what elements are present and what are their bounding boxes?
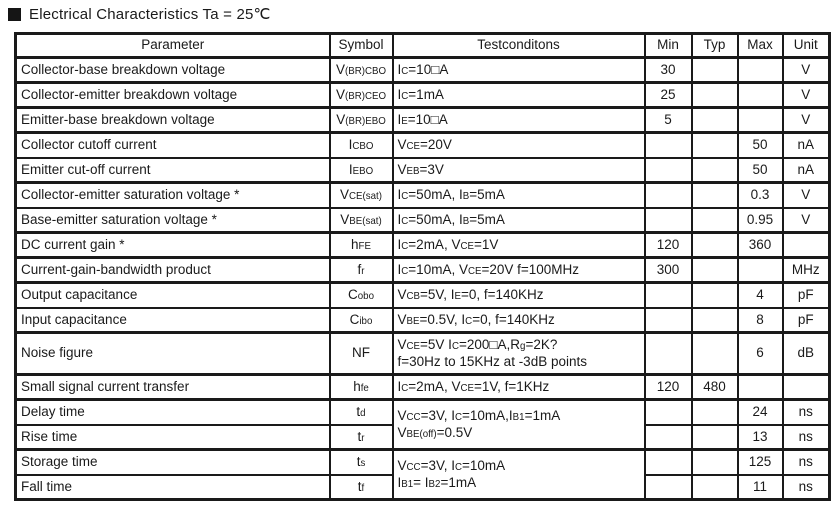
cond-cell-merged: VCC=3V, IC=10mA IB1= IB2=1mA (393, 450, 645, 500)
unit-cell: V (783, 208, 830, 233)
cond-cell: IC=2mA, VCE=1V (393, 233, 645, 258)
unit-cell: ns (783, 450, 830, 475)
unit-cell: ns (783, 400, 830, 425)
unit-cell: V (783, 83, 830, 108)
table-row (16, 58, 830, 83)
table-row (16, 450, 830, 475)
table-row (16, 208, 830, 233)
param-cell: Emitter cut-off current (16, 158, 330, 183)
table-row (16, 375, 830, 400)
typ-cell (692, 58, 738, 83)
min-cell: 30 (645, 58, 692, 83)
min-cell (645, 158, 692, 183)
table-row (16, 233, 830, 258)
min-cell: 5 (645, 108, 692, 133)
max-cell: 360 (738, 233, 783, 258)
param-cell: Collector-base breakdown voltage (16, 58, 330, 83)
symbol-cell: Cobo (330, 283, 393, 308)
min-cell: 120 (645, 375, 692, 400)
symbol-cell: td (330, 400, 393, 425)
cond-cell: IC=2mA, VCE=1V, f=1KHz (393, 375, 645, 400)
cond-cell: IC=10mA, VCE=20V f=100MHz (393, 258, 645, 283)
unit-cell: V (783, 108, 830, 133)
symbol-cell: VCE(sat) (330, 183, 393, 208)
cond-cell-merged: VCC=3V, IC=10mA,IB1=1mA VBE(off)=0.5V (393, 400, 645, 450)
min-cell (645, 425, 692, 450)
param-cell: Output capacitance (16, 283, 330, 308)
symbol-cell: V(BR)CEO (330, 83, 393, 108)
unit-cell: nA (783, 158, 830, 183)
param-cell: Noise figure (16, 333, 330, 375)
max-cell: 0.3 (738, 183, 783, 208)
min-cell (645, 283, 692, 308)
typ-cell: 480 (692, 375, 738, 400)
param-cell: Collector cutoff current (16, 133, 330, 158)
section-marker-icon (8, 8, 21, 21)
table-row (16, 400, 830, 425)
table-header-row (16, 34, 830, 58)
param-cell: Small signal current transfer (16, 375, 330, 400)
param-cell: Collector-emitter breakdown voltage (16, 83, 330, 108)
table-row (16, 308, 830, 333)
min-cell (645, 183, 692, 208)
param-cell: Base-emitter saturation voltage * (16, 208, 330, 233)
param-cell: Delay time (16, 400, 330, 425)
param-cell: Current-gain-bandwidth product (16, 258, 330, 283)
table-row (16, 183, 830, 208)
table-row (16, 333, 830, 375)
unit-cell (783, 375, 830, 400)
header-unit: Unit (783, 34, 830, 58)
unit-cell: nA (783, 133, 830, 158)
symbol-cell: V(BR)EBO (330, 108, 393, 133)
cond-cell: VCE=20V (393, 133, 645, 158)
cond-cell: IC=50mA, IB=5mA (393, 183, 645, 208)
cond-cell: VBE=0.5V, IC=0, f=140KHz (393, 308, 645, 333)
cond-cell: IC=50mA, IB=5mA (393, 208, 645, 233)
min-cell: 300 (645, 258, 692, 283)
max-cell: 4 (738, 283, 783, 308)
electrical-characteristics-table (14, 32, 831, 501)
max-cell (738, 258, 783, 283)
max-cell (738, 58, 783, 83)
table-row (16, 83, 830, 108)
symbol-cell: hfe (330, 375, 393, 400)
param-cell: Rise time (16, 425, 330, 450)
param-cell: Input capacitance (16, 308, 330, 333)
symbol-cell: NF (330, 333, 393, 375)
typ-cell (692, 83, 738, 108)
typ-cell (692, 283, 738, 308)
cond-cell: IE=10□A (393, 108, 645, 133)
typ-cell (692, 333, 738, 375)
cond-cell: VEB=3V (393, 158, 645, 183)
symbol-cell: V(BR)CBO (330, 58, 393, 83)
unit-cell (783, 233, 830, 258)
max-cell: 8 (738, 308, 783, 333)
symbol-cell: Cibo (330, 308, 393, 333)
table-row (16, 158, 830, 183)
min-cell (645, 208, 692, 233)
max-cell (738, 375, 783, 400)
typ-cell (692, 425, 738, 450)
max-cell: 0.95 (738, 208, 783, 233)
section-title-text: Electrical Characteristics Ta = 25℃ (29, 6, 271, 23)
max-cell: 125 (738, 450, 783, 475)
header-typ: Typ (692, 34, 738, 58)
cond-cell: IC=1mA (393, 83, 645, 108)
min-cell (645, 333, 692, 375)
typ-cell (692, 183, 738, 208)
symbol-cell: tr (330, 425, 393, 450)
max-cell (738, 83, 783, 108)
typ-cell (692, 258, 738, 283)
header-max: Max (738, 34, 783, 58)
header-min: Min (645, 34, 692, 58)
min-cell (645, 308, 692, 333)
typ-cell (692, 400, 738, 425)
max-cell (738, 108, 783, 133)
typ-cell (692, 308, 738, 333)
unit-cell: ns (783, 425, 830, 450)
min-cell (645, 475, 692, 500)
cond-cell: VCB=5V, IE=0, f=140KHz (393, 283, 645, 308)
symbol-cell: fr (330, 258, 393, 283)
table-row (16, 258, 830, 283)
symbol-cell: IEBO (330, 158, 393, 183)
param-cell: Emitter-base breakdown voltage (16, 108, 330, 133)
min-cell (645, 450, 692, 475)
max-cell: 24 (738, 400, 783, 425)
max-cell: 6 (738, 333, 783, 375)
param-cell: Collector-emitter saturation voltage * (16, 183, 330, 208)
header-parameter: Parameter (16, 34, 330, 58)
header-test-conditions: Testconditons (393, 34, 645, 58)
unit-cell: ns (783, 475, 830, 500)
table-row (16, 283, 830, 308)
typ-cell (692, 108, 738, 133)
param-cell: Storage time (16, 450, 330, 475)
max-cell: 11 (738, 475, 783, 500)
symbol-cell: tf (330, 475, 393, 500)
symbol-cell: ts (330, 450, 393, 475)
typ-cell (692, 133, 738, 158)
min-cell: 25 (645, 83, 692, 108)
max-cell: 13 (738, 425, 783, 450)
cond-cell: IC=10□A (393, 58, 645, 83)
unit-cell: V (783, 183, 830, 208)
unit-cell: pF (783, 283, 830, 308)
symbol-cell: ICBO (330, 133, 393, 158)
typ-cell (692, 475, 738, 500)
typ-cell (692, 450, 738, 475)
unit-cell: MHz (783, 258, 830, 283)
max-cell: 50 (738, 158, 783, 183)
header-symbol: Symbol (330, 34, 393, 58)
typ-cell (692, 208, 738, 233)
param-cell: DC current gain * (16, 233, 330, 258)
min-cell (645, 133, 692, 158)
table-row (16, 133, 830, 158)
param-cell: Fall time (16, 475, 330, 500)
unit-cell: V (783, 58, 830, 83)
min-cell: 120 (645, 233, 692, 258)
max-cell: 50 (738, 133, 783, 158)
unit-cell: pF (783, 308, 830, 333)
table-row (16, 108, 830, 133)
symbol-cell: VBE(sat) (330, 208, 393, 233)
cond-cell: VCE=5V IC=200□A,Rg=2K? f=30Hz to 15KHz at -3dB points (393, 333, 645, 375)
min-cell (645, 400, 692, 425)
typ-cell (692, 158, 738, 183)
section-title (8, 5, 271, 23)
unit-cell: dB (783, 333, 830, 375)
symbol-cell: hFE (330, 233, 393, 258)
typ-cell (692, 233, 738, 258)
